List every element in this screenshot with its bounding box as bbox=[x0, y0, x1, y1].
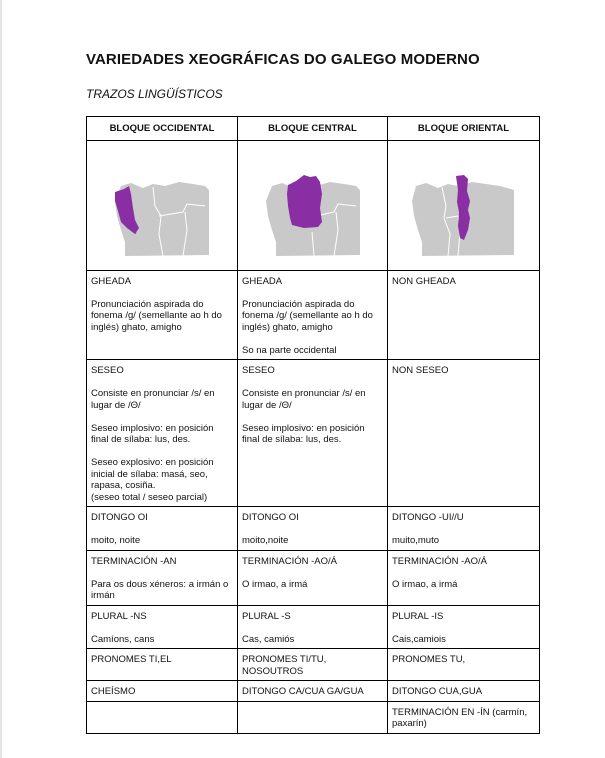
feature-description: Pronunciación aspirada do fonema /g/ (semellante ao h do inglés) ghato, amigho bbox=[91, 298, 222, 333]
feature-cell-eastern bbox=[388, 701, 540, 733]
feature-cell-central bbox=[238, 507, 388, 551]
feature-heading: PLURAL -NS bbox=[91, 610, 147, 622]
map-highlight-region bbox=[287, 175, 322, 228]
feature-description: Cas, camiós bbox=[242, 633, 295, 645]
feature-cell-western bbox=[87, 701, 238, 733]
feature-description: Seseo implosivo: en posición final de sílaba: lus, des. bbox=[242, 422, 365, 445]
feature-description: So na parte occidental bbox=[242, 344, 337, 356]
header-row bbox=[87, 117, 540, 141]
map-central-block bbox=[242, 146, 388, 267]
feature-heading: TERMINACIÓN -AN bbox=[91, 555, 177, 567]
feature-heading: DITONGO -UI//U bbox=[392, 512, 464, 523]
feature-heading: PRONOMES TI,EL bbox=[91, 654, 172, 665]
header-eastern: BLOQUE ORIENTAL bbox=[388, 117, 540, 141]
paragraph-gap bbox=[91, 622, 232, 634]
map-cell-eastern bbox=[388, 140, 540, 270]
paragraph-gap bbox=[392, 567, 534, 579]
feature-heading: NON SESEO bbox=[392, 365, 449, 376]
feature-description: Consiste en pronunciar /s/ en lugar de /Θ/ bbox=[242, 388, 366, 411]
feature-cell-central bbox=[238, 360, 388, 507]
page-left-edge bbox=[0, 0, 2, 758]
paragraph-gap bbox=[91, 377, 232, 389]
feature-row bbox=[87, 605, 540, 649]
feature-cell-central bbox=[238, 550, 388, 605]
paragraph-gap bbox=[242, 622, 382, 634]
paragraph-gap bbox=[242, 567, 382, 579]
feature-heading: TERMINACIÓN -AO/Á bbox=[392, 555, 488, 567]
feature-heading: PLURAL -IS bbox=[392, 610, 444, 622]
feature-cell-central bbox=[238, 701, 388, 733]
feature-cell-central bbox=[238, 649, 388, 681]
feature-heading: TERMINACIÓN EN -ÍN (carmín, paxarín) bbox=[392, 706, 528, 729]
feature-heading: DITONGO CUA,GUA bbox=[392, 686, 483, 697]
feature-row bbox=[87, 507, 540, 551]
feature-description: Cais,camiois bbox=[392, 633, 446, 645]
feature-description: moito,noite bbox=[242, 535, 289, 546]
feature-row bbox=[87, 270, 540, 360]
map-cell-central bbox=[238, 140, 388, 270]
feature-cell-western bbox=[87, 270, 238, 360]
feature-description: O irmao, a irmá bbox=[242, 578, 308, 590]
feature-description: moito, noite bbox=[91, 535, 141, 546]
feature-heading: PRONOMES TI/TU, NOSOUTROS bbox=[242, 654, 327, 677]
paragraph-gap bbox=[392, 524, 534, 536]
paragraph-gap bbox=[242, 333, 382, 345]
feature-heading: PLURAL -S bbox=[242, 610, 291, 622]
header-western: BLOQUE OCCIDENTAL bbox=[87, 117, 238, 141]
feature-description: Pronunciación aspirada do fonema /g/ (semellante ao h do inglés) ghato, amigho bbox=[242, 298, 373, 333]
paragraph-gap bbox=[91, 567, 232, 579]
paragraph-gap bbox=[242, 377, 382, 389]
feature-cell-central bbox=[238, 605, 388, 649]
feature-heading: GHEADA bbox=[91, 275, 132, 287]
feature-row bbox=[87, 681, 540, 702]
map-cell-western bbox=[87, 140, 238, 270]
feature-description: Camíons, cans bbox=[91, 633, 155, 645]
feature-cell-western bbox=[87, 507, 238, 551]
feature-cell-eastern bbox=[388, 550, 540, 605]
feature-heading: SESEO bbox=[91, 365, 124, 376]
feature-description: Seseo explosivo: en posición inicial de sílaba: masá, seo, rapasa, cosiña. (seseo total / seseo parcial) bbox=[91, 457, 214, 503]
feature-row bbox=[87, 701, 540, 733]
page-title: VARIEDADES XEOGRÁFICAS DO GALEGO MODERNO bbox=[86, 51, 480, 68]
feature-row bbox=[87, 360, 540, 507]
feature-cell-eastern bbox=[388, 605, 540, 649]
feature-heading: SESEO bbox=[242, 365, 275, 376]
header-central: BLOQUE CENTRAL bbox=[238, 117, 388, 141]
feature-heading: GHEADA bbox=[242, 275, 283, 287]
feature-cell-western bbox=[87, 649, 238, 681]
paragraph-gap bbox=[91, 446, 232, 458]
feature-cell-eastern bbox=[388, 360, 540, 507]
feature-cell-eastern bbox=[388, 270, 540, 360]
feature-heading: CHEÍSMO bbox=[91, 686, 136, 697]
feature-heading: DITONGO CA/CUA GA/GUA bbox=[242, 686, 364, 697]
feature-cell-western bbox=[87, 550, 238, 605]
paragraph-gap bbox=[242, 524, 382, 536]
feature-cell-eastern bbox=[388, 507, 540, 551]
paragraph-gap bbox=[91, 524, 232, 536]
feature-description: O irmao, a irmá bbox=[392, 578, 458, 590]
feature-cell-central bbox=[238, 270, 388, 360]
paragraph-gap bbox=[242, 411, 382, 423]
map-western-block bbox=[91, 146, 238, 267]
feature-description: muito,muto bbox=[392, 535, 439, 546]
paragraph-gap bbox=[392, 622, 534, 634]
features-table bbox=[86, 116, 540, 734]
paragraph-gap bbox=[242, 287, 382, 299]
feature-heading: PRONOMES TU, bbox=[392, 654, 466, 665]
feature-cell-western bbox=[87, 681, 238, 702]
feature-cell-western bbox=[87, 605, 238, 649]
feature-heading: DITONGO OI bbox=[91, 512, 148, 523]
feature-cell-western bbox=[87, 360, 238, 507]
feature-heading: DITONGO OI bbox=[242, 512, 299, 523]
paragraph-gap bbox=[91, 287, 232, 299]
feature-cell-eastern bbox=[388, 649, 540, 681]
feature-heading: TERMINACIÓN -AO/Á bbox=[242, 555, 338, 567]
feature-description: Para os dous xéneros: a irmán o irmán bbox=[91, 578, 229, 601]
feature-cell-central bbox=[238, 681, 388, 702]
feature-description: Seseo implosivo: en posición final de sílaba: lus, des. bbox=[91, 422, 214, 445]
feature-row bbox=[87, 649, 540, 681]
feature-cell-eastern bbox=[388, 681, 540, 702]
maps-row bbox=[87, 140, 540, 270]
feature-row bbox=[87, 550, 540, 605]
feature-description: Consiste en pronunciar /s/ en lugar de /Θ/ bbox=[91, 388, 215, 411]
paragraph-gap bbox=[91, 411, 232, 423]
feature-heading: NON GHEADA bbox=[392, 275, 456, 287]
map-eastern-block bbox=[392, 146, 540, 267]
page-subtitle: TRAZOS LINGÜÍSTICOS bbox=[86, 87, 223, 101]
